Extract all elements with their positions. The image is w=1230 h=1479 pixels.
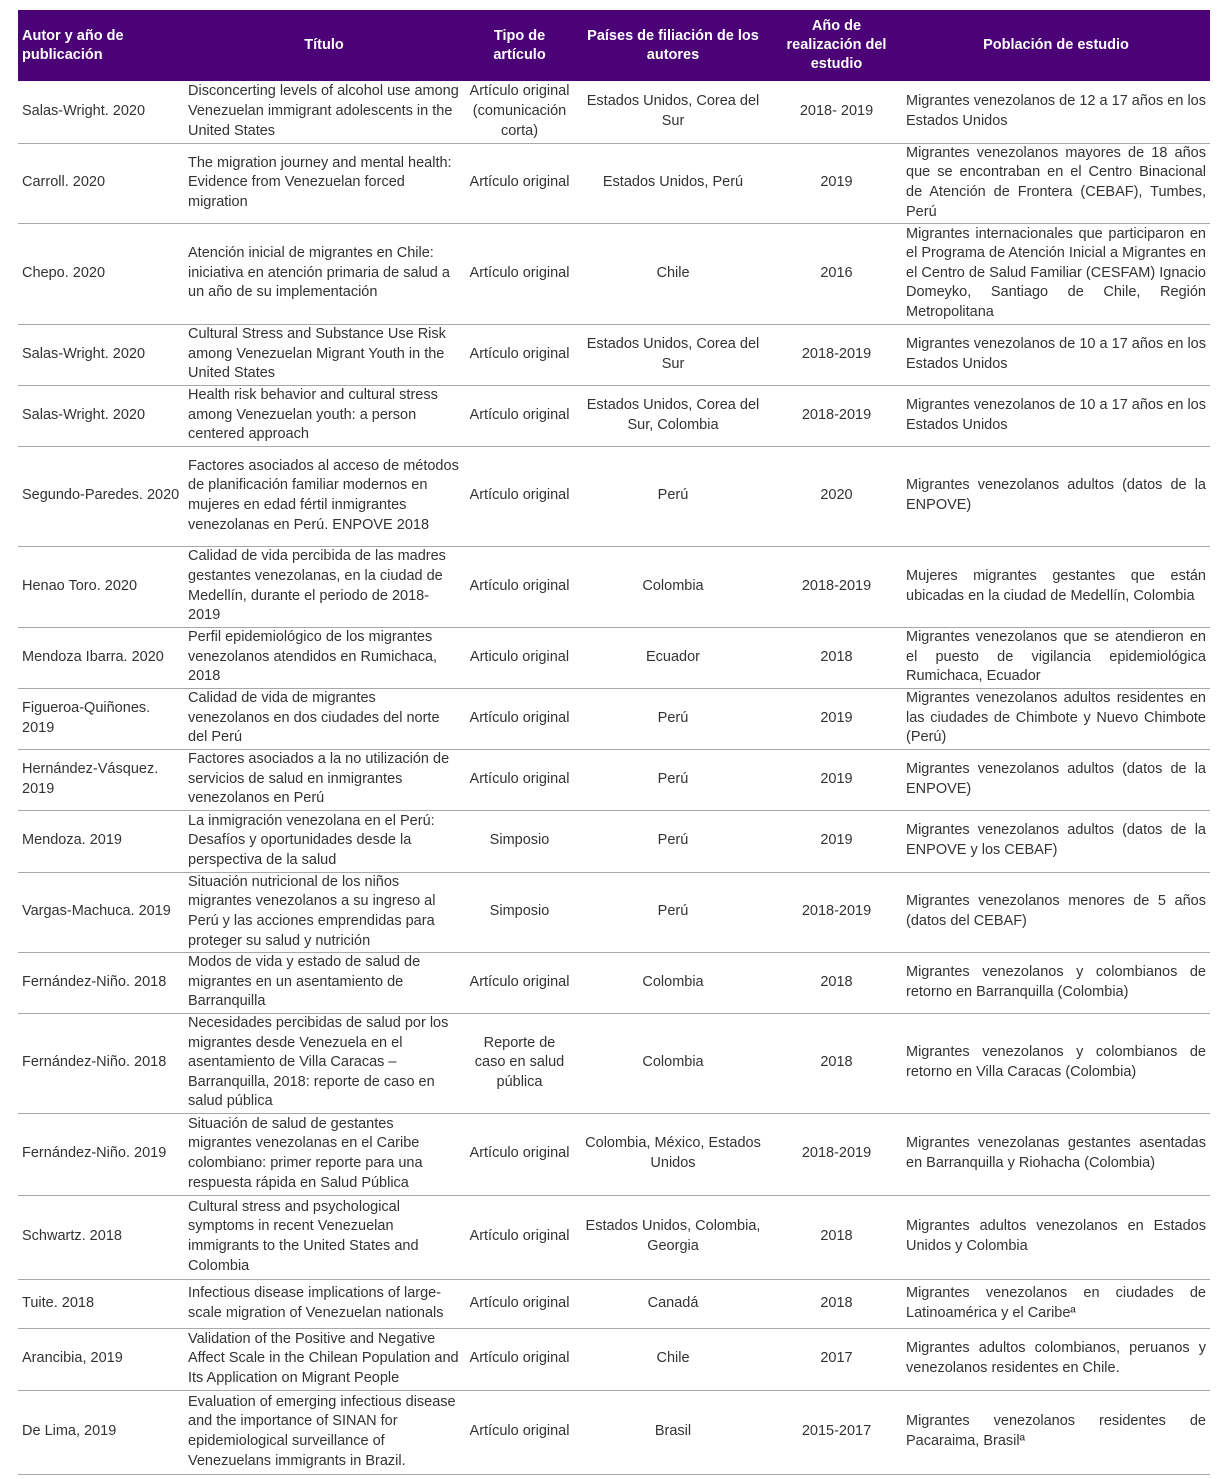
cell-title: Factores asociados al acceso de métodos de planificación familiar modernos en mujeres en edad fértil inmigrantes venezolanas en Perú. ENPOVE 2018 <box>184 446 464 546</box>
cell-author: Fernández-Niño. 2018 <box>18 1013 184 1113</box>
cell-author: Arancibia, 2019 <box>18 1328 184 1390</box>
cell-countries: Estados Unidos, Corea del Sur, Colombia <box>575 385 771 446</box>
cell-year: 2018 <box>771 627 902 688</box>
header-population: Población de estudio <box>902 10 1210 81</box>
cell-population: Migrantes venezolanos adultos (datos de la ENPOVE) <box>902 749 1210 810</box>
header-title: Título <box>184 10 464 81</box>
cell-population: Migrantes venezolanos y colombianos de retorno en Barranquilla (Colombia) <box>902 952 1210 1013</box>
cell-year: 2017 <box>771 1328 902 1390</box>
cell-countries: Chile <box>575 1328 771 1390</box>
cell-title: Modos de vida y estado de salud de migrantes en un asentamiento de Barranquilla <box>184 952 464 1013</box>
cell-population: Migrantes venezolanos de 10 a 17 años en los Estados Unidos <box>902 385 1210 446</box>
table-row <box>18 143 1210 223</box>
cell-title: The migration journey and mental health: Evidence from Venezuelan forced migration <box>184 143 464 223</box>
header-author: Autor y año de publicación <box>18 10 184 81</box>
cell-author: Carroll. 2020 <box>18 143 184 223</box>
cell-author: Vargas-Machuca. 2019 <box>18 872 184 952</box>
cell-year: 2018- 2019 <box>771 81 902 143</box>
cell-author: Salas-Wright. 2020 <box>18 324 184 385</box>
cell-title: Factores asociados a la no utilización de servicios de salud en inmigrantes venezolanos en Perú <box>184 749 464 810</box>
cell-countries: Chile <box>575 223 771 324</box>
table-row <box>18 81 1210 143</box>
cell-author: Salas-Wright. 2020 <box>18 81 184 143</box>
cell-population: Migrantes adultos colombianos, peruanos y venezolanos residentes en Chile. <box>902 1328 1210 1390</box>
table-row <box>18 872 1210 952</box>
table-row <box>18 1113 1210 1195</box>
cell-year: 2018 <box>771 1279 902 1328</box>
cell-population: Migrantes internacionales que participaron en el Programa de Atención Inicial a Migrantes en el Centro de Salud Familiar (CESFAM) Ignacio Domeyko, Santiago de Chile, Región Metropolitana <box>902 223 1210 324</box>
cell-type: Artículo original <box>464 385 575 446</box>
cell-author: Schwartz. 2018 <box>18 1195 184 1279</box>
cell-year: 2019 <box>771 143 902 223</box>
cell-countries: Estados Unidos, Corea del Sur <box>575 81 771 143</box>
cell-author: Hernández-Vásquez. 2019 <box>18 749 184 810</box>
cell-title: Disconcerting levels of alcohol use among Venezuelan immigrant adolescents in the United States <box>184 81 464 143</box>
cell-title: Cultural Stress and Substance Use Risk among Venezuelan Migrant Youth in the United States <box>184 324 464 385</box>
cell-year: 2018 <box>771 952 902 1013</box>
table-row <box>18 1195 1210 1279</box>
cell-year: 2015-2017 <box>771 1390 902 1474</box>
cell-population: Migrantes venezolanos que se atendieron en el puesto de vigilancia epidemiológica Rumichaca, Ecuador <box>902 627 1210 688</box>
cell-type: Artículo original <box>464 749 575 810</box>
cell-type: Artículo original <box>464 688 575 749</box>
cell-population: Migrantes venezolanos menores de 5 años (datos del CEBAF) <box>902 872 1210 952</box>
table-row <box>18 952 1210 1013</box>
cell-author: De Lima, 2019 <box>18 1390 184 1474</box>
table-row <box>18 810 1210 872</box>
cell-countries: Estados Unidos, Perú <box>575 143 771 223</box>
cell-title: Atención inicial de migrantes en Chile: iniciativa en atención primaria de salud a un año de su implementación <box>184 223 464 324</box>
cell-population: Mujeres migrantes gestantes que están ubicadas en la ciudad de Medellín, Colombia <box>902 546 1210 627</box>
cell-type: Artículo original (comunicación corta) <box>464 81 575 143</box>
cell-year: 2018-2019 <box>771 385 902 446</box>
cell-year: 2018-2019 <box>771 324 902 385</box>
cell-countries: Estados Unidos, Colombia, Georgia <box>575 1195 771 1279</box>
table-row <box>18 1013 1210 1113</box>
cell-title: Validation of the Positive and Negative Affect Scale in the Chilean Population and Its Application on Migrant People <box>184 1328 464 1390</box>
cell-author: Mendoza. 2019 <box>18 810 184 872</box>
cell-type: Artículo original <box>464 546 575 627</box>
cell-author: Fernández-Niño. 2018 <box>18 952 184 1013</box>
cell-countries: Perú <box>575 872 771 952</box>
cell-type: Simposio <box>464 872 575 952</box>
cell-countries: Colombia <box>575 546 771 627</box>
cell-type: Artículo original <box>464 223 575 324</box>
cell-title: Health risk behavior and cultural stress among Venezuelan youth: a person centered approach <box>184 385 464 446</box>
cell-author: Salas-Wright. 2020 <box>18 385 184 446</box>
cell-type: Artículo original <box>464 1279 575 1328</box>
table-row <box>18 446 1210 546</box>
cell-countries: Perú <box>575 446 771 546</box>
cell-year: 2018-2019 <box>771 1113 902 1195</box>
cell-author: Segundo-Paredes. 2020 <box>18 446 184 546</box>
cell-author: Tuite. 2018 <box>18 1279 184 1328</box>
table-row <box>18 223 1210 324</box>
table-row <box>18 546 1210 627</box>
table-row <box>18 749 1210 810</box>
cell-population: Migrantes venezolanas gestantes asentadas en Barranquilla y Riohacha (Colombia) <box>902 1113 1210 1195</box>
cell-year: 2018-2019 <box>771 546 902 627</box>
cell-type: Artículo original <box>464 1328 575 1390</box>
cell-type: Artículo original <box>464 1195 575 1279</box>
cell-title: Infectious disease implications of large-scale migration of Venezuelan nationals <box>184 1279 464 1328</box>
cell-year: 2018 <box>771 1013 902 1113</box>
cell-countries: Estados Unidos, Corea del Sur <box>575 324 771 385</box>
cell-countries: Colombia, México, Estados Unidos <box>575 1113 771 1195</box>
cell-population: Migrantes venezolanos adultos (datos de la ENPOVE y los CEBAF) <box>902 810 1210 872</box>
cell-author: Fernández-Niño. 2019 <box>18 1113 184 1195</box>
cell-title: Calidad de vida percibida de las madres gestantes venezolanas, en la ciudad de Medellín, durante el periodo de 2018-2019 <box>184 546 464 627</box>
cell-type: Artículo original <box>464 446 575 546</box>
cell-author: Mendoza Ibarra. 2020 <box>18 627 184 688</box>
cell-countries: Colombia <box>575 1013 771 1113</box>
header-year: Año de realización del estudio <box>771 10 902 81</box>
cell-title: Cultural stress and psychological symptoms in recent Venezuelan immigrants to the United States and Colombia <box>184 1195 464 1279</box>
cell-population: Migrantes venezolanos en ciudades de Latinoamérica y el Caribeª <box>902 1279 1210 1328</box>
table-row <box>18 1279 1210 1328</box>
cell-year: 2016 <box>771 223 902 324</box>
cell-type: Articulo original <box>464 627 575 688</box>
cell-countries: Perú <box>575 810 771 872</box>
cell-year: 2019 <box>771 749 902 810</box>
cell-type: Artículo original <box>464 1113 575 1195</box>
cell-countries: Colombia <box>575 952 771 1013</box>
cell-author: Chepo. 2020 <box>18 223 184 324</box>
cell-type: Artículo original <box>464 1390 575 1474</box>
cell-title: Perfil epidemiológico de los migrantes venezolanos atendidos en Rumichaca, 2018 <box>184 627 464 688</box>
cell-type: Reporte de caso en salud pública <box>464 1013 575 1113</box>
cell-type: Simposio <box>464 810 575 872</box>
cell-year: 2019 <box>771 688 902 749</box>
cell-type: Artículo original <box>464 143 575 223</box>
cell-type: Artículo original <box>464 324 575 385</box>
cell-countries: Perú <box>575 688 771 749</box>
cell-population: Migrantes venezolanos de 10 a 17 años en los Estados Unidos <box>902 324 1210 385</box>
cell-year: 2020 <box>771 446 902 546</box>
table-body <box>18 81 1210 1474</box>
table-header <box>18 10 1210 81</box>
cell-population: Migrantes venezolanos adultos (datos de la ENPOVE) <box>902 446 1210 546</box>
cell-population: Migrantes adultos venezolanos en Estados Unidos y Colombia <box>902 1195 1210 1279</box>
table-row <box>18 627 1210 688</box>
table-row <box>18 1328 1210 1390</box>
header-countries: Países de filiación de los autores <box>575 10 771 81</box>
cell-countries: Canadá <box>575 1279 771 1328</box>
cell-title: Evaluation of emerging infectious disease and the importance of SINAN for epidemiological surveillance of Venezuelans immigrants in Brazil. <box>184 1390 464 1474</box>
table-row <box>18 688 1210 749</box>
cell-title: Calidad de vida de migrantes venezolanos en dos ciudades del norte del Perú <box>184 688 464 749</box>
cell-title: Situación nutricional de los niños migrantes venezolanos a su ingreso al Perú y las acciones emprendidas para proteger su salud y nutrición <box>184 872 464 952</box>
cell-year: 2019 <box>771 810 902 872</box>
cell-type: Artículo original <box>464 952 575 1013</box>
table-row <box>18 324 1210 385</box>
studies-table <box>18 10 1210 1475</box>
cell-countries: Perú <box>575 749 771 810</box>
cell-population: Migrantes venezolanos adultos residentes en las ciudades de Chimbote y Nuevo Chimbote (Perú) <box>902 688 1210 749</box>
cell-title: Necesidades percibidas de salud por los migrantes desde Venezuela en el asentamiento de Villa Caracas – Barranquilla, 2018: reporte de caso en salud pública <box>184 1013 464 1113</box>
header-row <box>18 10 1210 81</box>
cell-countries: Ecuador <box>575 627 771 688</box>
cell-author: Figueroa-Quiñones. 2019 <box>18 688 184 749</box>
cell-countries: Brasil <box>575 1390 771 1474</box>
cell-population: Migrantes venezolanos residentes de Pacaraima, Brasilª <box>902 1390 1210 1474</box>
cell-author: Henao Toro. 2020 <box>18 546 184 627</box>
header-type: Tipo de artículo <box>464 10 575 81</box>
cell-population: Migrantes venezolanos de 12 a 17 años en los Estados Unidos <box>902 81 1210 143</box>
cell-year: 2018-2019 <box>771 872 902 952</box>
cell-population: Migrantes venezolanos y colombianos de retorno en Villa Caracas (Colombia) <box>902 1013 1210 1113</box>
cell-population: Migrantes venezolanos mayores de 18 años que se encontraban en el Centro Binacional de Atención de Frontera (CEBAF), Tumbes, Perú <box>902 143 1210 223</box>
cell-title: La inmigración venezolana en el Perú: Desafíos y oportunidades desde la perspectiva de la salud <box>184 810 464 872</box>
table-row <box>18 1390 1210 1474</box>
cell-year: 2018 <box>771 1195 902 1279</box>
cell-title: Situación de salud de gestantes migrantes venezolanas en el Caribe colombiano: primer reporte para una respuesta rápida en Salud Pública <box>184 1113 464 1195</box>
table-row <box>18 385 1210 446</box>
